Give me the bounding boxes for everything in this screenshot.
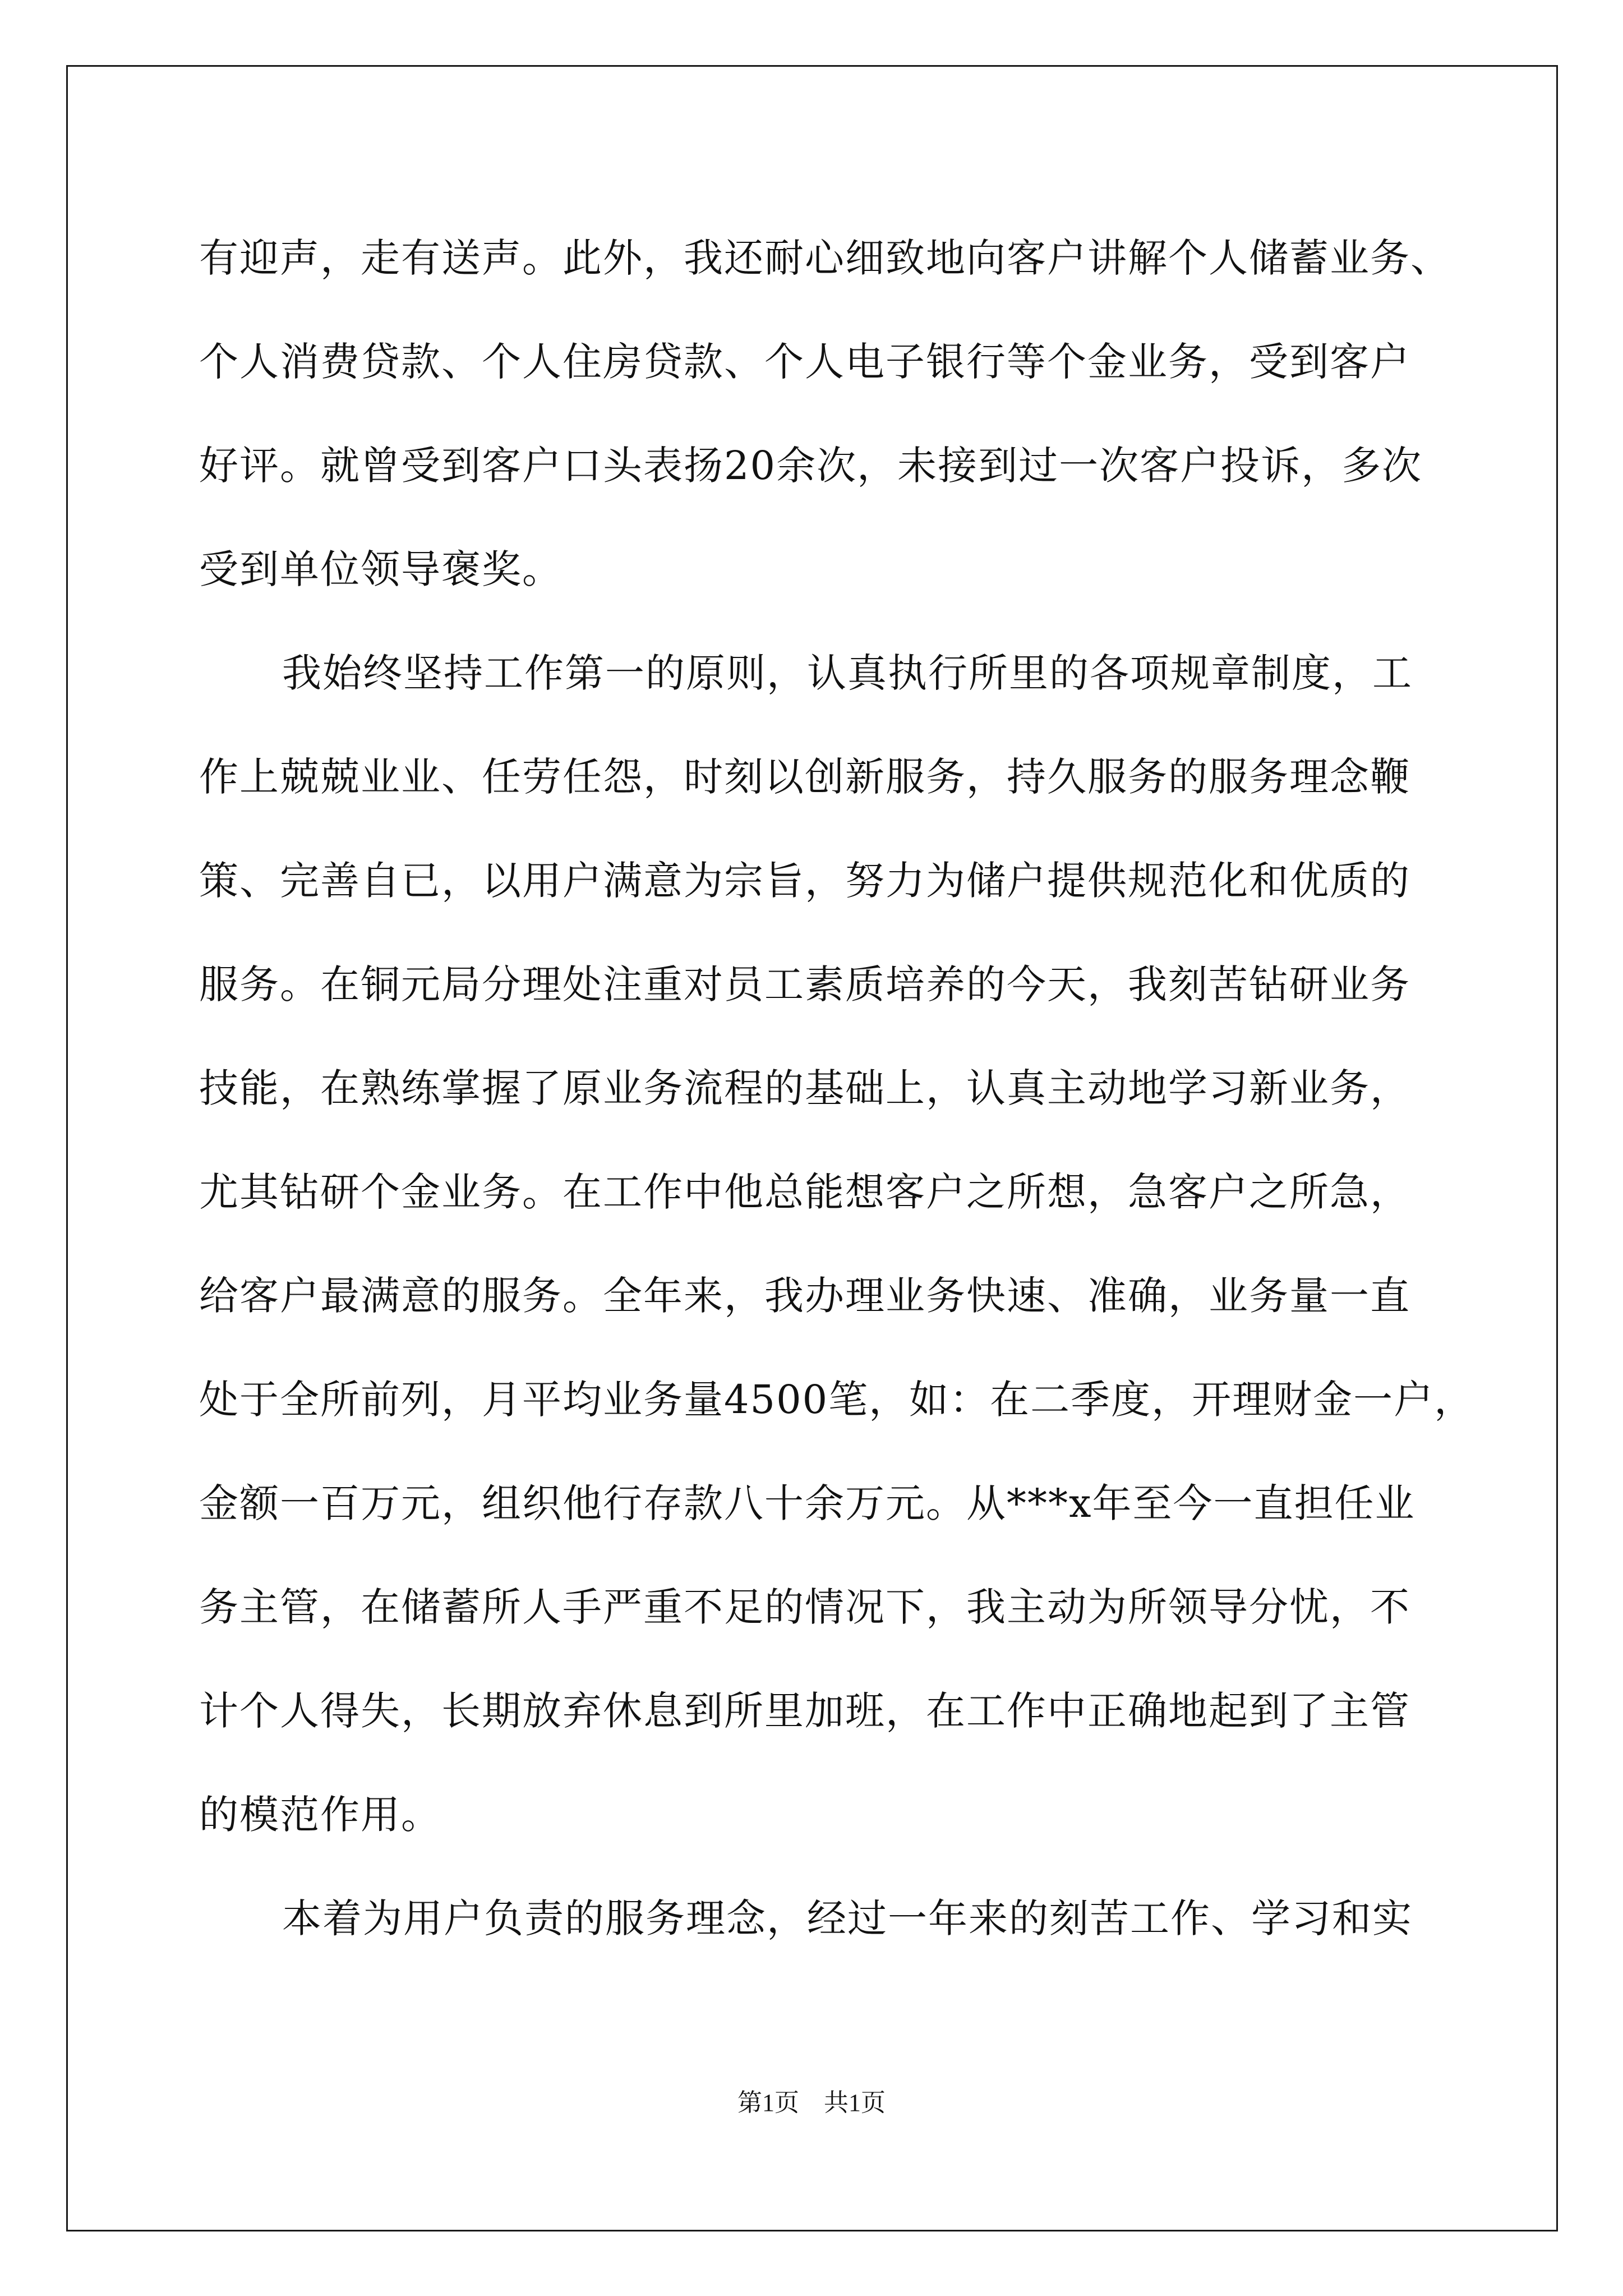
paragraph-first-line: 我始终坚持工作第一的原则，认真执行所里的各项规章制度，工: [282, 650, 1413, 696]
text-line: 给客户最满意的服务。全年来，我办理业务快速、准确，业务量一直: [199, 1273, 1410, 1319]
text-line: 处于全所前列，月平均业务量4500笔，如：在二季度，开理财金一户，: [199, 1377, 1475, 1423]
paragraph-first-line: 本着为用户负责的服务理念，经过一年来的刻苦工作、学习和实: [282, 1895, 1413, 1941]
text-line: 务主管，在储蓄所人手严重不足的情况下，我主动为所领导分忧，不: [199, 1584, 1410, 1630]
text-line: 有迎声，走有送声。此外，我还耐心细致地向客户讲解个人储蓄业务、: [199, 235, 1451, 281]
text-line: 作上兢兢业业、任劳任怨，时刻以创新服务，持久服务的服务理念鞭: [199, 754, 1410, 800]
text-line: 金额一百万元，组织他行存款八十余万元。从***x年至今一直担任业: [199, 1480, 1415, 1526]
text-line: 尤其钻研个金业务。在工作中他总能想客户之所想，急客户之所急，: [199, 1169, 1410, 1215]
text-line: 策、完善自已，以用户满意为宗旨，努力为储户提供规范化和优质的: [199, 858, 1410, 904]
document-body: [199, 206, 1475, 1971]
text-line: 个人消费贷款、个人住房贷款、个人电子银行等个金业务，受到客户: [199, 339, 1410, 385]
text-line: 好评。就曾受到客户口头表扬20余次，未接到过一次客户投诉，多次: [199, 443, 1423, 489]
page-footer: 第1页 共1页: [737, 2089, 886, 2116]
text-line: 计个人得失，长期放弃休息到所里加班，在工作中正确地起到了主管: [199, 1688, 1410, 1734]
text-line: 服务。在铜元局分理处注重对员工素质培养的今天，我刻苦钻研业务: [199, 961, 1410, 1007]
text-line: 受到单位领导褒奖。: [199, 546, 562, 592]
text-line: 技能，在熟练掌握了原业务流程的基础上，认真主动地学习新业务，: [199, 1065, 1410, 1111]
text-line: 的模范作用。: [199, 1792, 441, 1838]
